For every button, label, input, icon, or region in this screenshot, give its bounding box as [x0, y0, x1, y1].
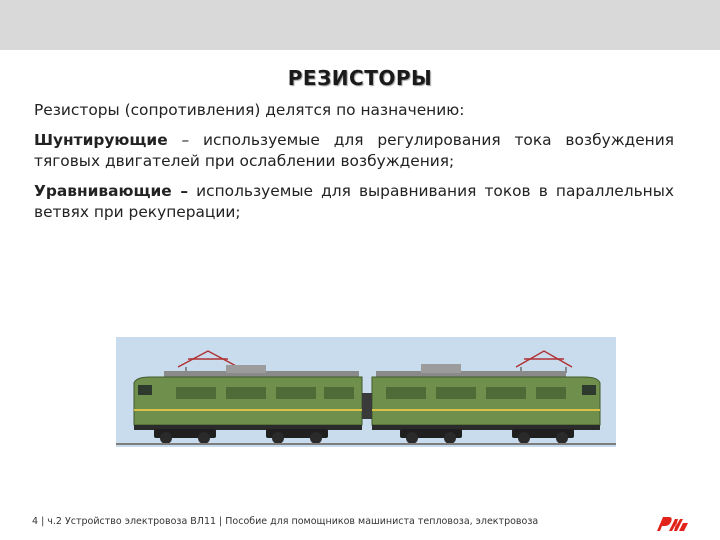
locomotive-image — [116, 337, 616, 447]
footer-text: 4 | ч.2 Устройство электровоза ВЛ11 | Пособие для помощников машиниста тепловоза, электровоза — [32, 516, 539, 527]
item-shunting — [34, 130, 674, 172]
slide-title: РЕЗИСТОРЫ — [287, 66, 433, 90]
item-term: Шунтирующие — [34, 131, 168, 149]
rzd-logo-icon — [655, 513, 689, 533]
item-description: – используемые для регулирования тока возбуждения тяговых двигателей при ослаблении возбуждения; — [34, 131, 674, 170]
item-equalizing — [34, 181, 674, 223]
item-description: используемые для выравнивания токов в параллельных ветвях при рекуперации; — [34, 182, 674, 221]
slide-body — [34, 100, 674, 232]
item-term: Уравнивающие – — [34, 182, 189, 200]
locomotive-illustration — [116, 337, 616, 447]
header-bar — [0, 0, 720, 50]
intro-paragraph: Резисторы (сопротивления) делятся по назначению: — [34, 101, 465, 119]
